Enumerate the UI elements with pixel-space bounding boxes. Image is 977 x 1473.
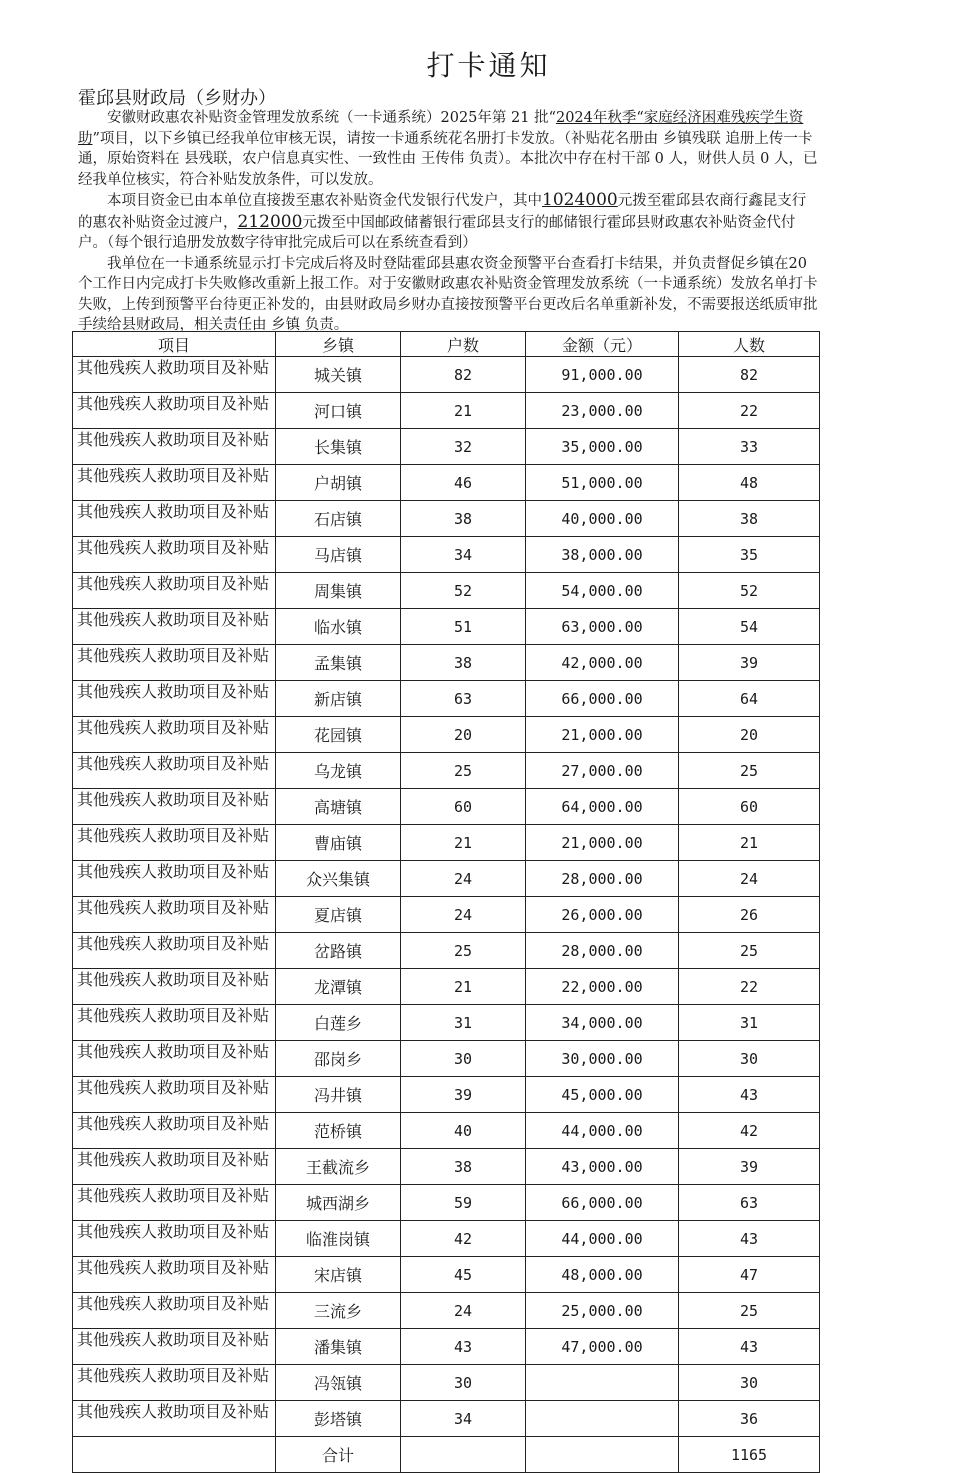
- cell-amount: 47,000.00: [526, 1329, 679, 1365]
- cell-people: 24: [679, 861, 820, 897]
- table-row: [73, 1221, 820, 1257]
- table-header-row: [73, 332, 820, 357]
- table-row: [73, 1401, 820, 1437]
- paragraph-1: [78, 108, 818, 190]
- cell-town: 龙潭镇: [276, 969, 401, 1005]
- table-row: [73, 465, 820, 501]
- cell-people: 47: [679, 1257, 820, 1293]
- table-row: [73, 357, 820, 393]
- cell-people: 48: [679, 465, 820, 501]
- cell-households: 24: [401, 1293, 526, 1329]
- total-label: 合计: [276, 1437, 401, 1473]
- cell-households: 43: [401, 1329, 526, 1365]
- cell-amount: 38,000.00: [526, 537, 679, 573]
- cell-project: 其他残疾人救助项目及补贴: [73, 1221, 276, 1257]
- table-row: [73, 393, 820, 429]
- cell-households: 25: [401, 753, 526, 789]
- table-row: [73, 717, 820, 753]
- cell-project: 其他残疾人救助项目及补贴: [73, 933, 276, 969]
- cell-project: 其他残疾人救助项目及补贴: [73, 825, 276, 861]
- cell-project: 其他残疾人救助项目及补贴: [73, 645, 276, 681]
- cell-people: 64: [679, 681, 820, 717]
- cell-people: 25: [679, 933, 820, 969]
- cell-households: 40: [401, 1113, 526, 1149]
- cell-project: 其他残疾人救助项目及补贴: [73, 753, 276, 789]
- cell-town: 新店镇: [276, 681, 401, 717]
- cell-project: 其他残疾人救助项目及补贴: [73, 897, 276, 933]
- cell-town: 马店镇: [276, 537, 401, 573]
- cell-households: 82: [401, 357, 526, 393]
- header-amount: 金额（元）: [526, 332, 679, 357]
- cell-people: 33: [679, 429, 820, 465]
- cell-households: 51: [401, 609, 526, 645]
- cell-people: 25: [679, 1293, 820, 1329]
- cell-town: 夏店镇: [276, 897, 401, 933]
- table-row: [73, 537, 820, 573]
- cell-households: 30: [401, 1365, 526, 1401]
- table-row: [73, 1257, 820, 1293]
- cell-households: 21: [401, 393, 526, 429]
- cell-project: 其他残疾人救助项目及补贴: [73, 393, 276, 429]
- cell-people: 39: [679, 645, 820, 681]
- cell-amount: [526, 1365, 679, 1401]
- cell-households: 38: [401, 645, 526, 681]
- cell-amount: 42,000.00: [526, 645, 679, 681]
- cell-people: 43: [679, 1329, 820, 1365]
- cell-people: 22: [679, 393, 820, 429]
- cell-amount: 23,000.00: [526, 393, 679, 429]
- cell-project: 其他残疾人救助项目及补贴: [73, 1257, 276, 1293]
- header-households: 户数: [401, 332, 526, 357]
- table-row: [73, 1113, 820, 1149]
- cell-amount: 66,000.00: [526, 681, 679, 717]
- cell-amount: 91,000.00: [526, 357, 679, 393]
- cell-town: 岔路镇: [276, 933, 401, 969]
- cell-project: 其他残疾人救助项目及补贴: [73, 1401, 276, 1437]
- cell-project: 其他残疾人救助项目及补贴: [73, 969, 276, 1005]
- cell-amount: 22,000.00: [526, 969, 679, 1005]
- cell-households: 21: [401, 969, 526, 1005]
- cell-town: 白莲乡: [276, 1005, 401, 1041]
- cell-households: 63: [401, 681, 526, 717]
- cell-town: 乌龙镇: [276, 753, 401, 789]
- amount-1: 1024000: [542, 190, 618, 210]
- cell-town: 潘集镇: [276, 1329, 401, 1365]
- cell-people: 52: [679, 573, 820, 609]
- table-row: [73, 969, 820, 1005]
- total-people: 1165: [679, 1437, 820, 1473]
- cell-people: 42: [679, 1113, 820, 1149]
- cell-households: 21: [401, 825, 526, 861]
- cell-amount: 63,000.00: [526, 609, 679, 645]
- cell-amount: 35,000.00: [526, 429, 679, 465]
- cell-amount: 27,000.00: [526, 753, 679, 789]
- cell-people: 82: [679, 357, 820, 393]
- distribution-table: [72, 331, 820, 1473]
- cell-people: 25: [679, 753, 820, 789]
- cell-amount: 34,000.00: [526, 1005, 679, 1041]
- table-row: [73, 1041, 820, 1077]
- cell-amount: 43,000.00: [526, 1149, 679, 1185]
- cell-households: 60: [401, 789, 526, 825]
- cell-people: 20: [679, 717, 820, 753]
- cell-project: 其他残疾人救助项目及补贴: [73, 1185, 276, 1221]
- header-people: 人数: [679, 332, 820, 357]
- cell-town: 范桥镇: [276, 1113, 401, 1149]
- cell-project: 其他残疾人救助项目及补贴: [73, 609, 276, 645]
- cell-project: 其他残疾人救助项目及补贴: [73, 1329, 276, 1365]
- cell-project: 其他残疾人救助项目及补贴: [73, 717, 276, 753]
- cell-town: 临淮岗镇: [276, 1221, 401, 1257]
- cell-households: 42: [401, 1221, 526, 1257]
- cell-people: 36: [679, 1401, 820, 1437]
- amount-2: 212000: [237, 211, 303, 232]
- cell-project: 其他残疾人救助项目及补贴: [73, 537, 276, 573]
- table-row: [73, 645, 820, 681]
- paragraph-2-text: 本项目资金已由本单位直接拨至惠农补贴资金代发银行代发户，其中: [107, 193, 542, 209]
- cell-town: 城西湖乡: [276, 1185, 401, 1221]
- cell-project: 其他残疾人救助项目及补贴: [73, 1041, 276, 1077]
- paragraph-1-text-2: ”项目，以下乡镇已经我单位审核无误，请按一卡通系统花名册打卡发放。（补贴花名册由 乡镇残联 追册上传一卡通，原始资料在 县残联，农户信息真实性、一致性由 王传伟 负责）。本批次中存在村干部 0 人，财供人员 0 人，已经我单位核实，符合补贴发放条件，可以发放。: [78, 130, 818, 188]
- cell-project: 其他残疾人救助项目及补贴: [73, 861, 276, 897]
- cell-amount: 54,000.00: [526, 573, 679, 609]
- cell-people: 30: [679, 1365, 820, 1401]
- cell-amount: 44,000.00: [526, 1113, 679, 1149]
- cell-households: 59: [401, 1185, 526, 1221]
- paragraph-3: 我单位在一卡通系统显示打卡完成后将及时登陆霍邱县惠农资金预警平台查看打卡结果，并负责督促乡镇在20个工作日内完成打卡失败修改重新上报工作。对于安徽财政惠农补贴资金管理发放系统（一卡通系统）发放名单打卡失败，上传到预警平台待更正补发的，由县财政局乡财办直接按预警平台更改后名单重新补发，不需要报送纸质审批手续给县财政局，相关责任由 乡镇 负责。: [78, 255, 818, 333]
- cell-people: 30: [679, 1041, 820, 1077]
- cell-households: 38: [401, 1149, 526, 1185]
- cell-town: 户胡镇: [276, 465, 401, 501]
- table-row: [73, 1329, 820, 1365]
- cell-town: 三流乡: [276, 1293, 401, 1329]
- cell-project: 其他残疾人救助项目及补贴: [73, 1077, 276, 1113]
- cell-project: 其他残疾人救助项目及补贴: [73, 357, 276, 393]
- cell-project: 其他残疾人救助项目及补贴: [73, 429, 276, 465]
- cell-amount: 66,000.00: [526, 1185, 679, 1221]
- cell-town: 冯瓴镇: [276, 1365, 401, 1401]
- cell-households: 34: [401, 537, 526, 573]
- cell-project: 其他残疾人救助项目及补贴: [73, 1149, 276, 1185]
- header-town: 乡镇: [276, 332, 401, 357]
- total-row: [73, 1437, 820, 1473]
- cell-project: 其他残疾人救助项目及补贴: [73, 465, 276, 501]
- cell-people: 43: [679, 1077, 820, 1113]
- paragraph-2-text-3: 元拨至中国邮政储蓄银行霍邱县支行的邮储银行霍邱县财政惠农补贴资金代付户。（每个银行追册发放数字待审批完成后可以在系统查看到）: [78, 214, 796, 251]
- cell-town: 长集镇: [276, 429, 401, 465]
- table-row: [73, 933, 820, 969]
- cell-amount: 21,000.00: [526, 825, 679, 861]
- table-row: [73, 1005, 820, 1041]
- cell-people: 54: [679, 609, 820, 645]
- cell-households: 34: [401, 1401, 526, 1437]
- cell-households: 52: [401, 573, 526, 609]
- cell-amount: 64,000.00: [526, 789, 679, 825]
- project-name: 2024年秋季“家庭经济困难残疾学生资助: [78, 110, 804, 147]
- cell-households: 24: [401, 897, 526, 933]
- notice-body: [78, 108, 818, 336]
- cell-town: 彭塔镇: [276, 1401, 401, 1437]
- cell-households: 31: [401, 1005, 526, 1041]
- cell-people: 39: [679, 1149, 820, 1185]
- cell-town: 曹庙镇: [276, 825, 401, 861]
- cell-people: 43: [679, 1221, 820, 1257]
- paragraph-2: [78, 190, 818, 254]
- page-title: 打卡通知: [426, 49, 551, 82]
- cell-town: 宋店镇: [276, 1257, 401, 1293]
- table-row: [73, 1185, 820, 1221]
- table-row: [73, 825, 820, 861]
- paragraph-2-text-2: 元拨至霍邱县农商行鑫昆支行的惠农补贴资金过渡户，: [78, 193, 807, 231]
- cell-project: 其他残疾人救助项目及补贴: [73, 501, 276, 537]
- cell-town: 冯井镇: [276, 1077, 401, 1113]
- cell-people: 38: [679, 501, 820, 537]
- cell-town: 临水镇: [276, 609, 401, 645]
- total-amount: [526, 1437, 679, 1473]
- cell-amount: 44,000.00: [526, 1221, 679, 1257]
- cell-amount: 45,000.00: [526, 1077, 679, 1113]
- cell-amount: 48,000.00: [526, 1257, 679, 1293]
- cell-amount: 25,000.00: [526, 1293, 679, 1329]
- cell-town: 邵岗乡: [276, 1041, 401, 1077]
- cell-households: 24: [401, 861, 526, 897]
- cell-town: 孟集镇: [276, 645, 401, 681]
- cell-households: 38: [401, 501, 526, 537]
- table-row: [73, 1077, 820, 1113]
- table-row: [73, 753, 820, 789]
- cell-project: 其他残疾人救助项目及补贴: [73, 1113, 276, 1149]
- cell-town: 众兴集镇: [276, 861, 401, 897]
- cell-town: 高塘镇: [276, 789, 401, 825]
- cell-amount: 51,000.00: [526, 465, 679, 501]
- addressee: 霍邱县财政局（乡财办）: [78, 88, 276, 109]
- cell-amount: 40,000.00: [526, 501, 679, 537]
- cell-households: 30: [401, 1041, 526, 1077]
- cell-people: 26: [679, 897, 820, 933]
- cell-project: 其他残疾人救助项目及补贴: [73, 1293, 276, 1329]
- cell-project: 其他残疾人救助项目及补贴: [73, 573, 276, 609]
- table-row: [73, 1365, 820, 1401]
- cell-amount: 28,000.00: [526, 861, 679, 897]
- table-row: [73, 681, 820, 717]
- header-project: 项目: [73, 332, 276, 357]
- paragraph-1-text: 安徽财政惠农补贴资金管理发放系统（一卡通系统）2025年第 21 批“: [107, 110, 556, 126]
- cell-households: 25: [401, 933, 526, 969]
- total-blank: [73, 1437, 276, 1473]
- table-row: [73, 609, 820, 645]
- cell-people: 60: [679, 789, 820, 825]
- table-row: [73, 897, 820, 933]
- cell-project: 其他残疾人救助项目及补贴: [73, 681, 276, 717]
- cell-households: 45: [401, 1257, 526, 1293]
- cell-town: 河口镇: [276, 393, 401, 429]
- cell-households: 32: [401, 429, 526, 465]
- cell-town: 城关镇: [276, 357, 401, 393]
- cell-people: 21: [679, 825, 820, 861]
- cell-town: 花园镇: [276, 717, 401, 753]
- cell-households: 39: [401, 1077, 526, 1113]
- cell-households: 20: [401, 717, 526, 753]
- cell-project: 其他残疾人救助项目及补贴: [73, 1005, 276, 1041]
- cell-households: 46: [401, 465, 526, 501]
- cell-people: 63: [679, 1185, 820, 1221]
- cell-town: 石店镇: [276, 501, 401, 537]
- cell-town: 王截流乡: [276, 1149, 401, 1185]
- cell-project: 其他残疾人救助项目及补贴: [73, 1365, 276, 1401]
- cell-people: 35: [679, 537, 820, 573]
- table-row: [73, 501, 820, 537]
- cell-people: 31: [679, 1005, 820, 1041]
- cell-project: 其他残疾人救助项目及补贴: [73, 789, 276, 825]
- total-households: [401, 1437, 526, 1473]
- cell-amount: 30,000.00: [526, 1041, 679, 1077]
- table-row: [73, 1149, 820, 1185]
- cell-amount: 28,000.00: [526, 933, 679, 969]
- cell-amount: [526, 1401, 679, 1437]
- cell-town: 周集镇: [276, 573, 401, 609]
- cell-amount: 26,000.00: [526, 897, 679, 933]
- table-row: [73, 573, 820, 609]
- table-row: [73, 1293, 820, 1329]
- cell-people: 22: [679, 969, 820, 1005]
- table-row: [73, 861, 820, 897]
- table-row: [73, 789, 820, 825]
- cell-amount: 21,000.00: [526, 717, 679, 753]
- table-row: [73, 429, 820, 465]
